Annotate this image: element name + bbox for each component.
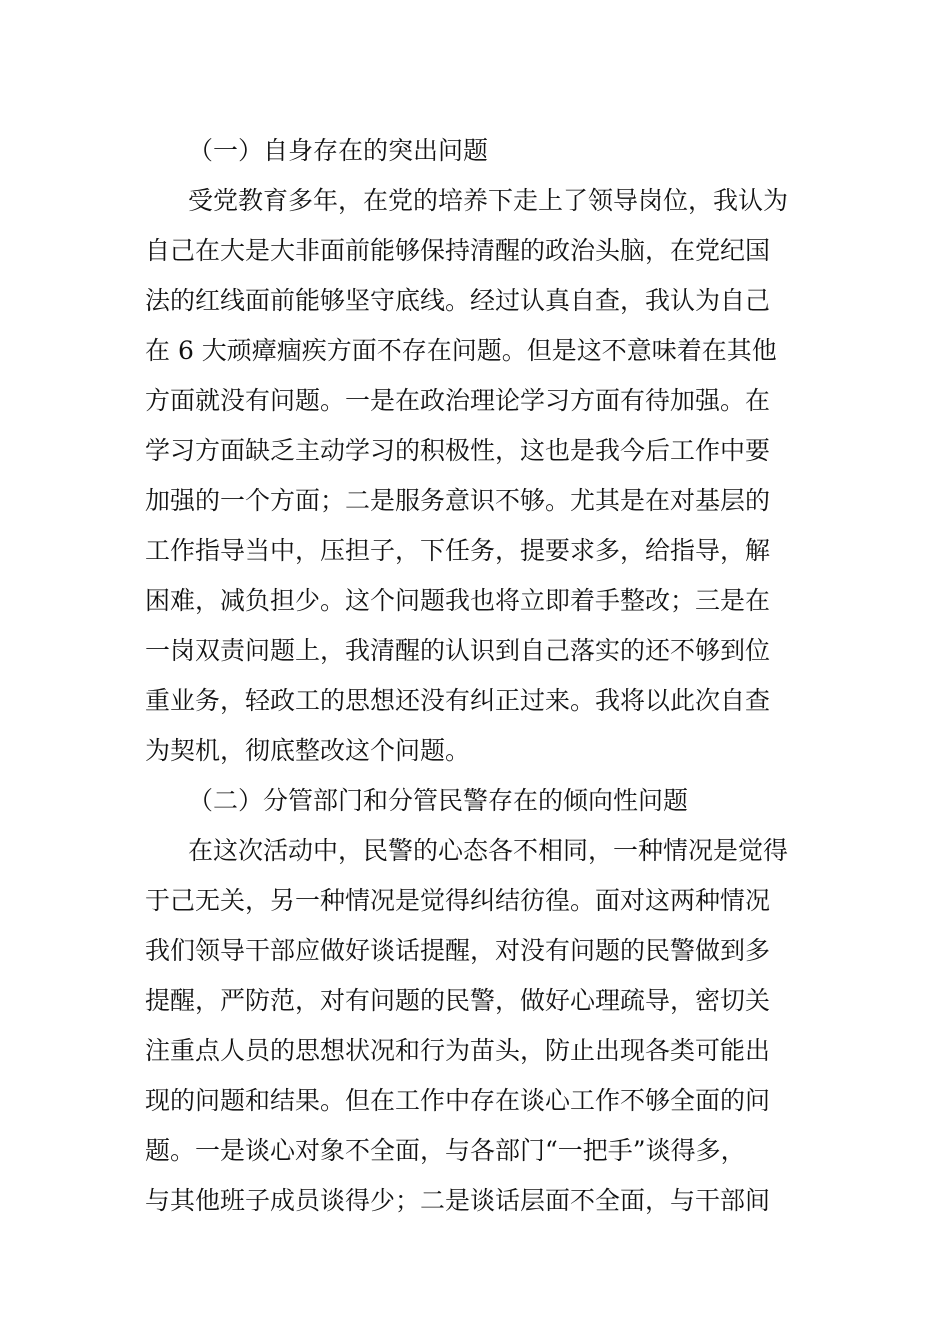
section-2-line-3: 我们领导干部应做好谈话提醒，对没有问题的民警做到多: [145, 936, 771, 965]
section-2-line-8: 与其他班子成员谈得少；二是谈话层面不全面，与干部间: [145, 1186, 771, 1215]
section-1-line-11: 重业务，轻政工的思想还没有纠正过来。我将以此次自查: [145, 686, 771, 715]
section-2-line-1: 在这次活动中，民警的心态各不相同，一种情况是觉得: [188, 836, 789, 865]
section-1-line-4: 在 6 大顽瘴痼疾方面不存在问题。但是这不意味着在其他: [145, 336, 777, 365]
section-2-line-6: 现的问题和结果。但在工作中存在谈心工作不够全面的问: [145, 1086, 771, 1115]
section-1-line-10: 一岗双责问题上，我清醒的认识到自己落实的还不够到位: [145, 636, 771, 665]
section-1-line-6: 学习方面缺乏主动学习的积极性，这也是我今后工作中要: [145, 436, 771, 465]
section-1-line-3: 法的红线面前能够坚守底线。经过认真自查，我认为自己: [145, 286, 771, 315]
section-2-line-4: 提醒，严防范，对有问题的民警，做好心理疏导，密切关: [145, 986, 771, 1015]
section-1-line-9: 困难，减负担少。这个问题我也将立即着手整改；三是在: [145, 586, 771, 615]
section-1-heading: （一）自身存在的突出问题: [188, 136, 489, 165]
section-2-line-5: 注重点人员的思想状况和行为苗头，防止出现各类可能出: [145, 1036, 771, 1065]
section-1-line-5: 方面就没有问题。一是在政治理论学习方面有待加强。在: [145, 386, 771, 415]
section-1-line-8: 工作指导当中，压担子，下任务，提要求多，给指导，解: [145, 536, 771, 565]
section-1-line-2: 自己在大是大非面前能够保持清醒的政治头脑，在党纪国: [145, 236, 771, 265]
section-2-heading: （二）分管部门和分管民警存在的倾向性问题: [188, 786, 689, 815]
section-2-line-7: 题。一是谈心对象不全面，与各部门“一把手”谈得多，: [145, 1136, 746, 1165]
section-2-line-2: 于己无关，另一种情况是觉得纠结彷徨。面对这两种情况: [145, 886, 771, 915]
section-1-line-7: 加强的一个方面；二是服务意识不够。尤其是在对基层的: [145, 486, 771, 515]
section-1-line-1: 受党教育多年，在党的培养下走上了领导岗位，我认为: [188, 186, 789, 215]
section-1-line-12: 为契机，彻底整改这个问题。: [145, 736, 471, 765]
